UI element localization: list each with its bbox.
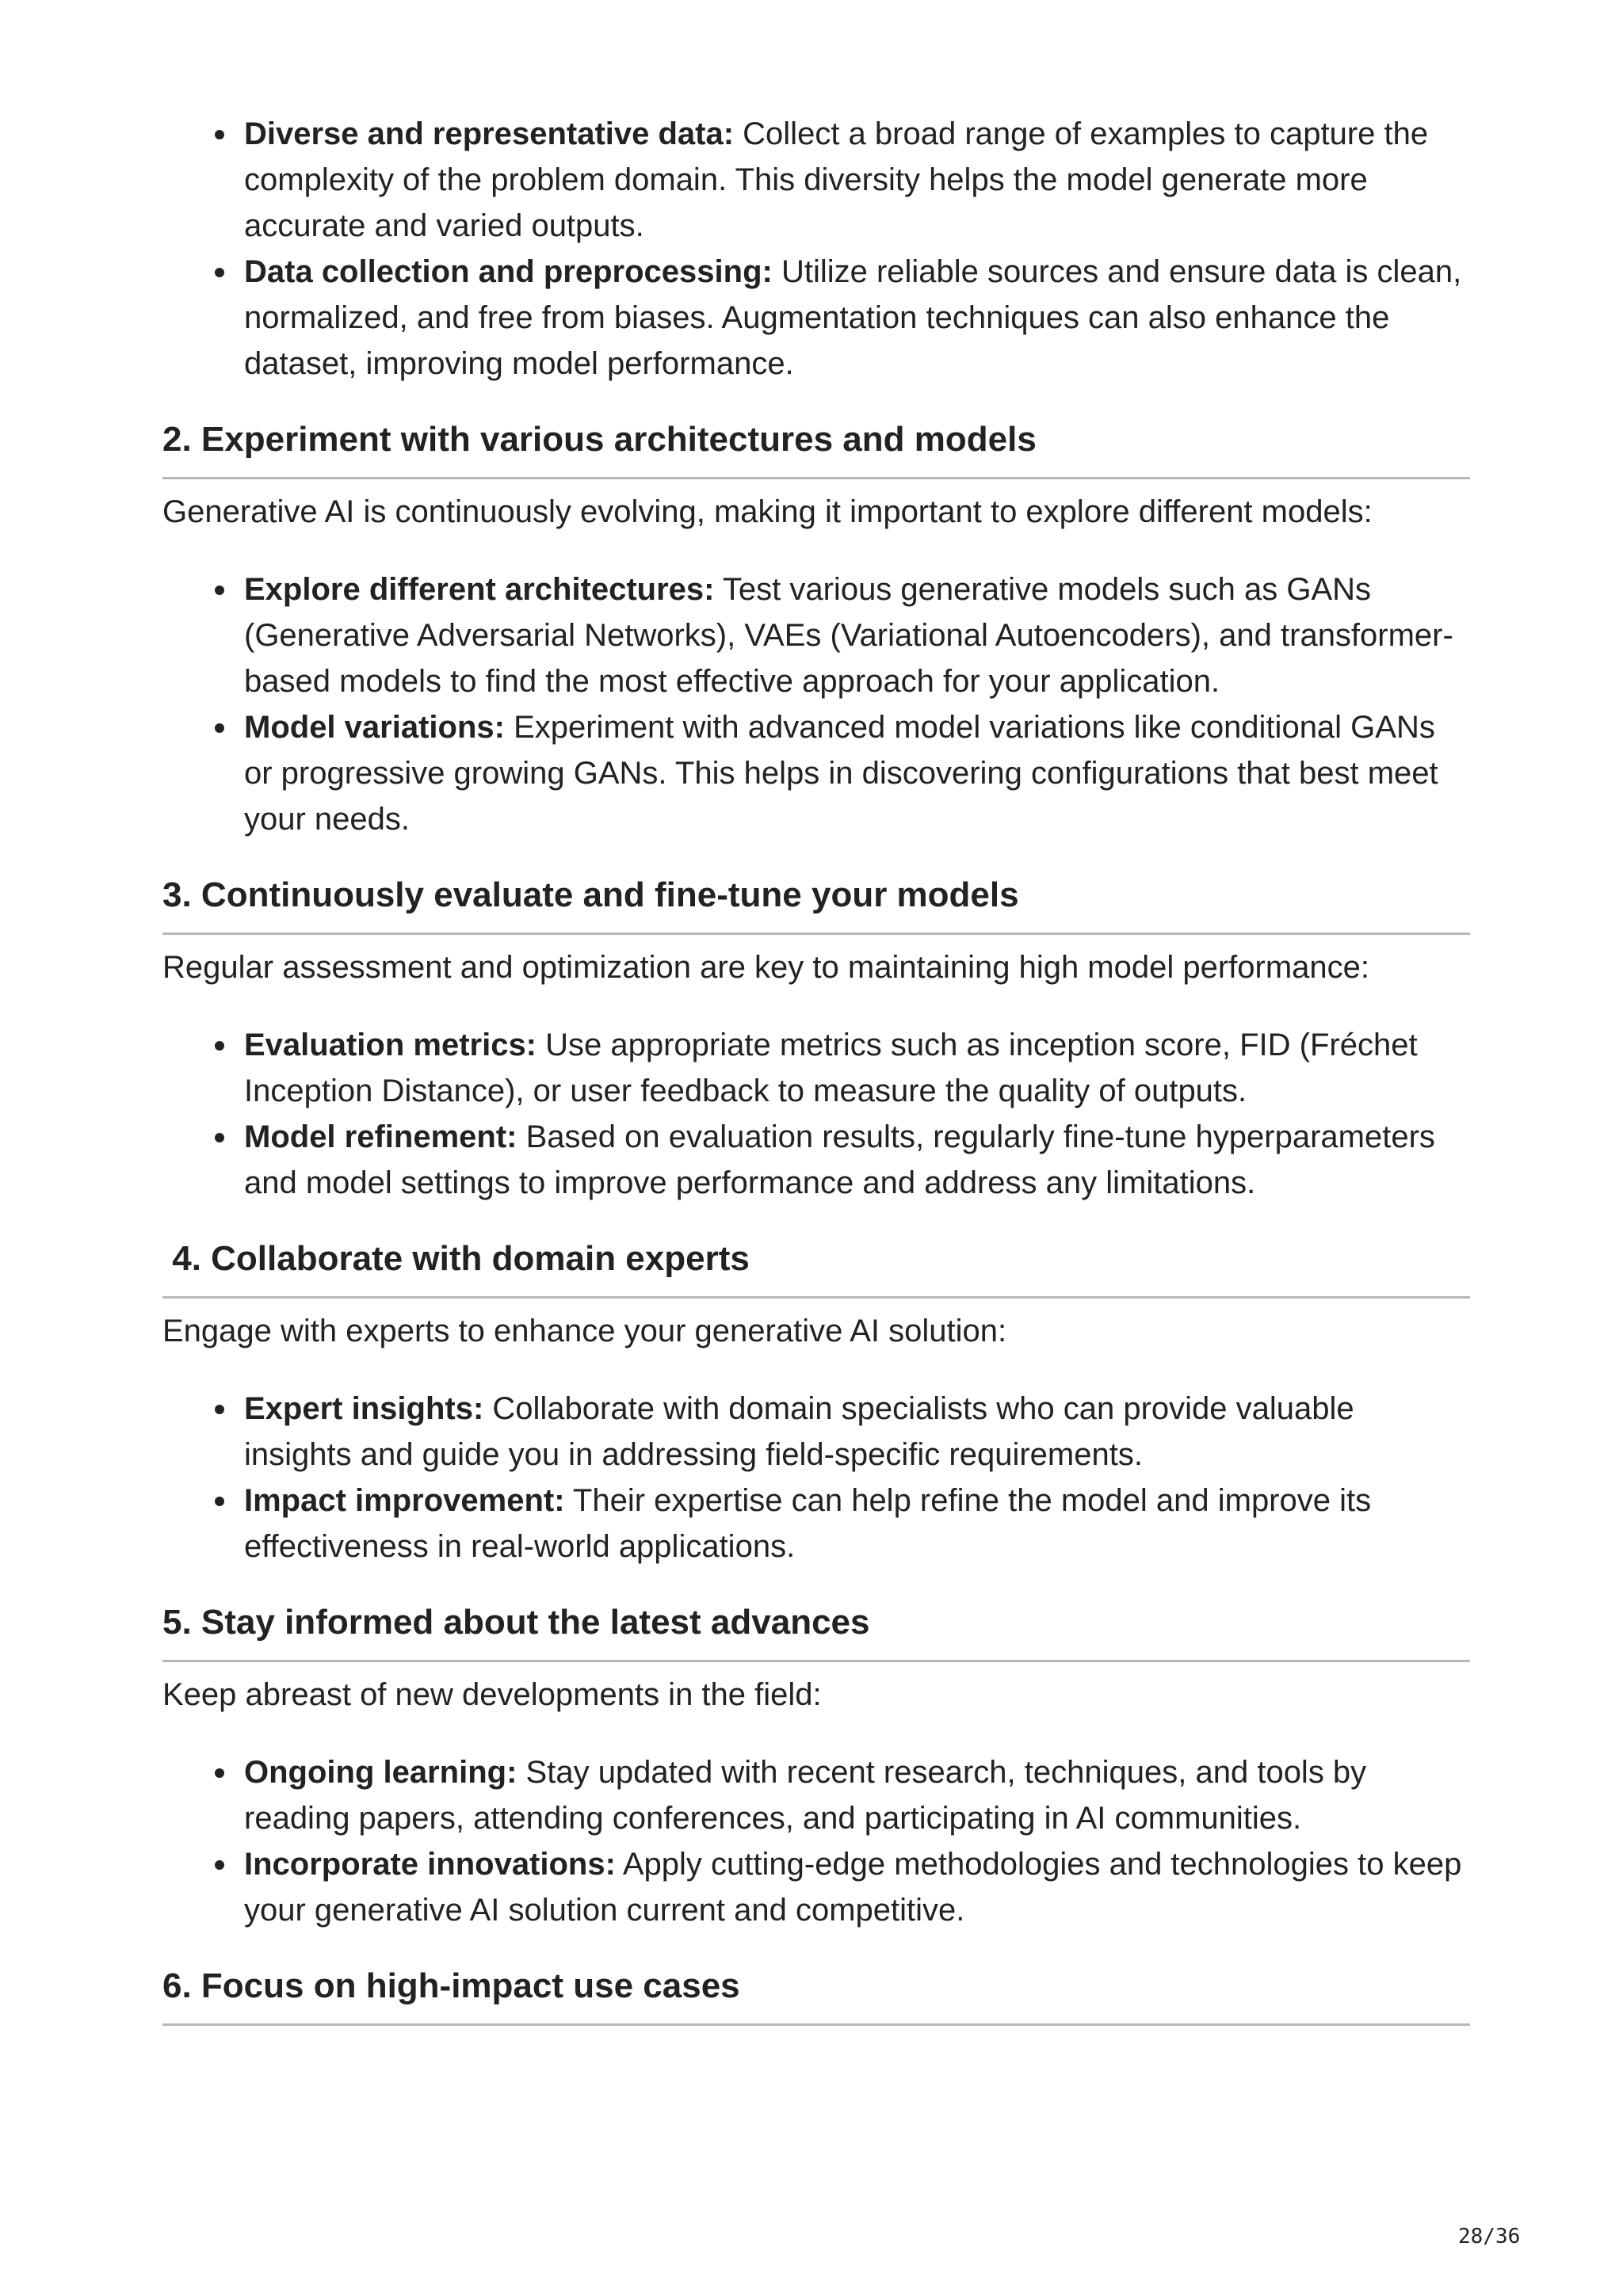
bullet-icon bbox=[215, 268, 224, 277]
bullet-icon bbox=[215, 1860, 224, 1870]
section-intro: Generative AI is continuously evolving, making it important to explore different models: bbox=[162, 494, 1373, 529]
list-item: Diverse and representative data: Collect a broad range of examples to capture the complexity of the problem domain. This diversity helps the model generate more accurate and varied outputs. bbox=[244, 111, 1470, 249]
list-item: Explore different architectures: Test various generative models such as GANs (Generative Adversarial Networks), VAEs (Variational Autoencoders), and transformer-based models to find the most effective approach for your application. bbox=[244, 566, 1470, 704]
bullet-icon bbox=[215, 130, 224, 139]
list-item: Model refinement: Based on evaluation results, regularly fine-tune hyperparameters and model settings to improve performance and address any limitations. bbox=[244, 1114, 1470, 1206]
bullet-icon bbox=[215, 1768, 224, 1778]
list-item: Evaluation metrics: Use appropriate metrics such as inception score, FID (Fréchet Inception Distance), or user feedback to measure the quality of outputs. bbox=[244, 1022, 1470, 1114]
bullet-list bbox=[162, 1749, 1470, 1933]
list-item: Ongoing learning: Stay updated with recent research, techniques, and tools by reading papers, attending conferences, and participating in AI communities. bbox=[244, 1749, 1470, 1841]
list-item: Model variations: Experiment with advanced model variations like conditional GANs or progressive growing GANs. This helps in discovering configurations that best meet your needs. bbox=[244, 704, 1470, 842]
list-item: Expert insights: Collaborate with domain specialists who can provide valuable insights and guide you in addressing field-specific requirements. bbox=[244, 1386, 1470, 1478]
section-heading: 3. Continuously evaluate and fine-tune your models bbox=[162, 872, 1470, 935]
section-heading: 5. Stay informed about the latest advances bbox=[162, 1600, 1470, 1662]
list-item: Data collection and preprocessing: Utilize reliable sources and ensure data is clean, normalized, and free from biases. Augmentation techniques can also enhance the dataset, improving model performance. bbox=[244, 249, 1470, 387]
top-bullet-list bbox=[162, 111, 1470, 387]
section-intro: Engage with experts to enhance your generative AI solution: bbox=[162, 1314, 1007, 1348]
bullet-icon bbox=[215, 1405, 224, 1414]
list-item: Impact improvement: Their expertise can help refine the model and improve its effectiveness in real-world applications. bbox=[244, 1478, 1470, 1569]
bullet-list bbox=[162, 1022, 1470, 1206]
section-heading: 2. Experiment with various architectures and models bbox=[162, 417, 1470, 479]
bullet-list bbox=[162, 566, 1470, 842]
section-heading: 4. Collaborate with domain experts bbox=[162, 1236, 1470, 1299]
bullet-icon bbox=[215, 1133, 224, 1142]
page-content bbox=[162, 111, 1470, 2026]
section-intro: Regular assessment and optimization are key to maintaining high model performance: bbox=[162, 950, 1370, 985]
bullet-list bbox=[162, 1386, 1470, 1569]
bullet-icon bbox=[215, 1041, 224, 1051]
section-heading: 6. Focus on high-impact use cases bbox=[162, 1963, 1470, 2026]
list-item: Incorporate innovations: Apply cutting-edge methodologies and technologies to keep your generative AI solution current and competitive. bbox=[244, 1841, 1470, 1933]
bullet-icon bbox=[215, 1497, 224, 1506]
bullet-icon bbox=[215, 723, 224, 733]
bullet-icon bbox=[215, 585, 224, 595]
page-number: 28/36 bbox=[1458, 2225, 1521, 2248]
section-intro: Keep abreast of new developments in the field: bbox=[162, 1677, 822, 1712]
